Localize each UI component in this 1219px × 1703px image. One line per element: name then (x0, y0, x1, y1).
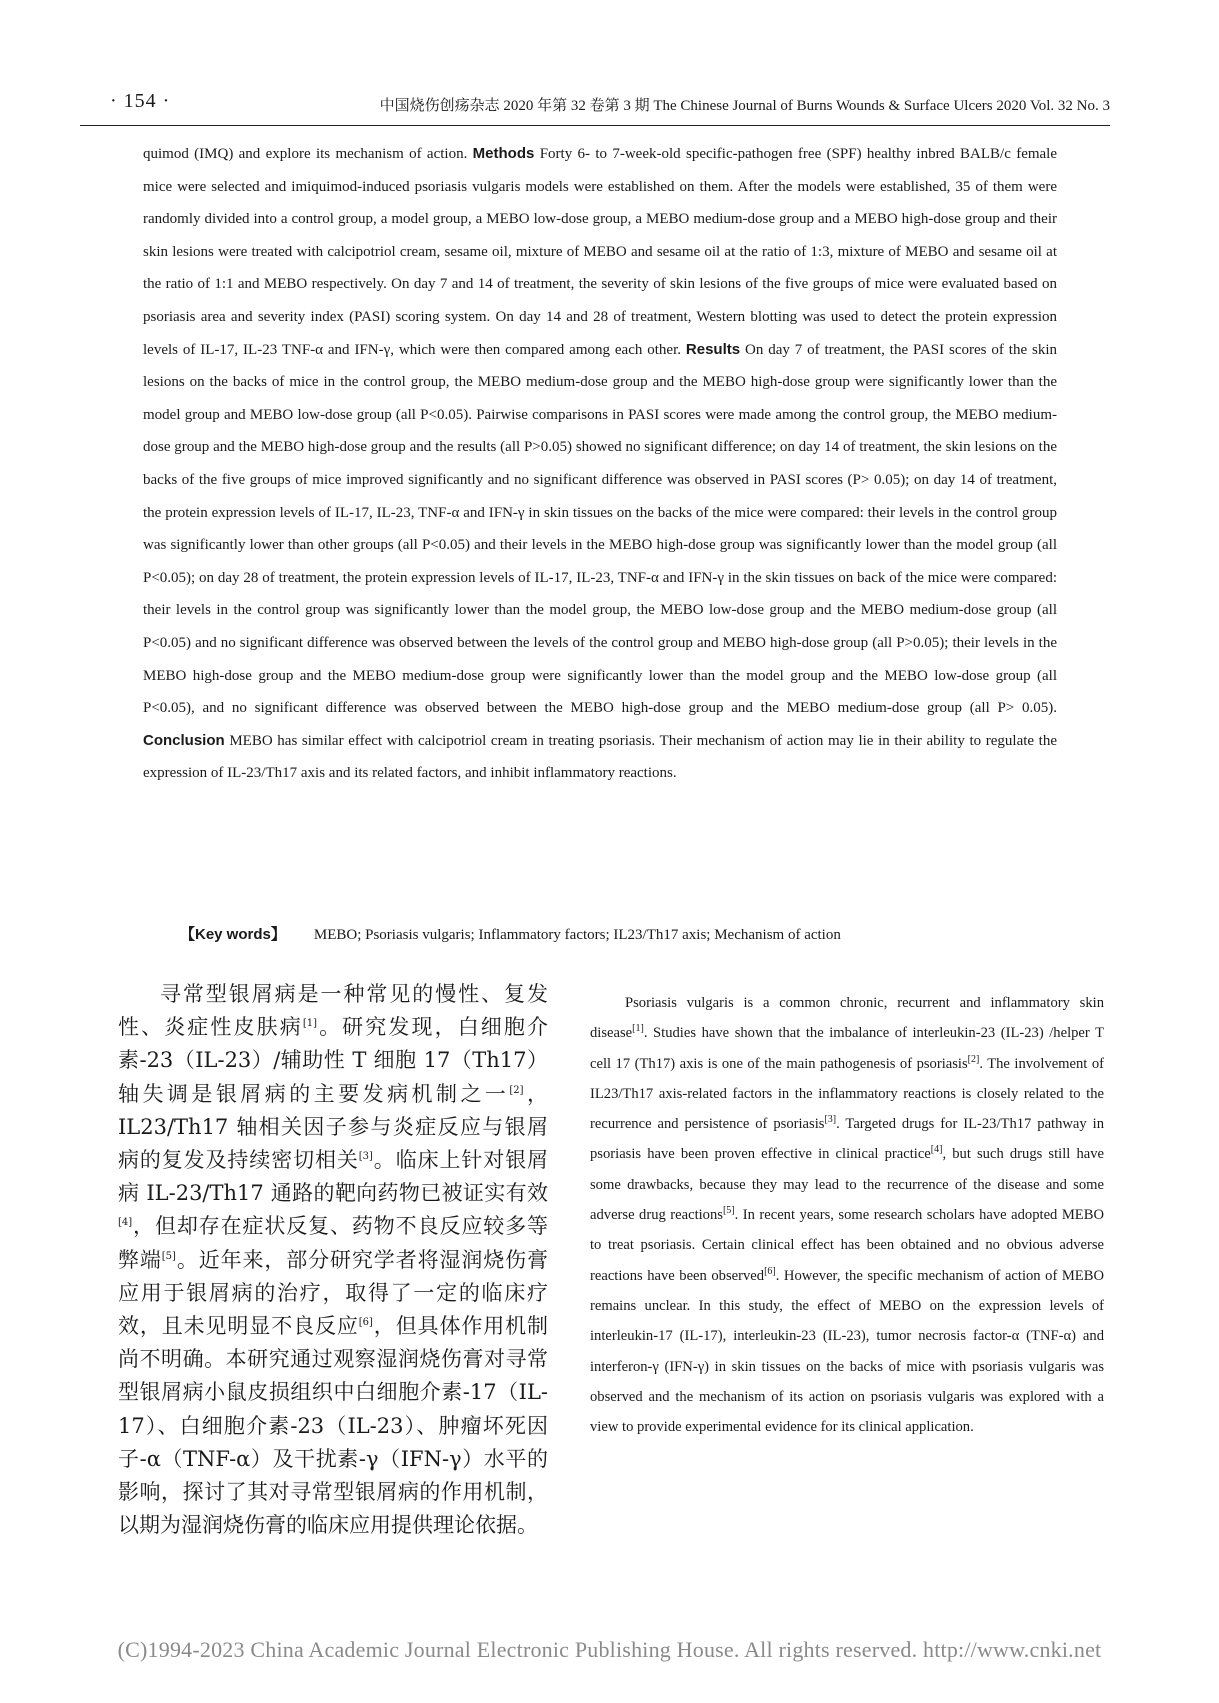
text-run: ，但却存在症状反复、药物不良反应较多等弊端 (118, 1214, 548, 1272)
page-number: · 154 · (110, 90, 171, 112)
chinese-paragraph (118, 978, 548, 1542)
text-run: . However, the specific mechanism of action of MEBO remains unclear. In this study, the effect of MEBO on the expression levels of interleukin-17 (IL-17), interleukin-23 (IL-23), tumor necrosis factor-α (TNF-α) and interferon-γ (IFN-γ) in skin tissues on the backs of mice with psoriasis vulgaris was observed and the mechanism of its action on psoriasis vulgaris was explored with a view to provide experimental evidence for its clinical application. (590, 1267, 1104, 1436)
citation-ref: [4] (930, 1144, 943, 1156)
english-abstract (143, 138, 1057, 790)
text-run: 。近年来，部分研究学者将湿润烧伤膏应用于银屑病的治疗，取得了一定的临床疗效，且未见明显不良反应 (118, 1247, 549, 1339)
results-text: On day 7 of treatment, the PASI scores of the skin lesions on the backs of mice in the control group, the MEBO medium-dose group and the MEBO high-dose group were significantly lower than the model group and MEBO low-dose group (all P<0.05). Pairwise comparisons in PASI scores were made among the control group, the MEBO medium-dose group and the MEBO high-dose group and the results (all P>0.05) showed no significant difference; on day 14 of treatment, the skin lesions on the backs of the five groups of mice improved significantly and no significant difference was observed in PASI scores (P> 0.05); on day 14 of treatment, the protein expression levels of IL-17, IL-23, TNF-α and IFN-γ in skin tissues on the backs of the mice were compared: their levels in the control group was significantly lower than other groups (all P<0.05) and their levels in the MEBO high-dose group was significantly lower than the model group (all P<0.05); on day 28 of treatment, the protein expression levels of IL-17, IL-23, TNF-α and IFN-γ in the skin tissues on back of the mice were compared: their levels in the control group was significantly lower than the model group, the MEBO low-dose group and the MEBO medium-dose group (all P<0.05) and no significant difference was observed between the levels of the control group and MEBO high-dose group (all P>0.05); their levels in the MEBO high-dose group and the MEBO medium-dose group were significantly lower than the model group and the MEBO low-dose group (all P<0.05), and no significant difference was observed between the MEBO high-dose group and the MEBO medium-dose group (all P> 0.05). (143, 341, 1058, 717)
citation-ref: [5] (161, 1250, 176, 1262)
keywords-label: 【Key words】 (180, 926, 286, 943)
text-run: Psoriasis vulgaris is a common chronic, recurrent and inflammatory skin disease (590, 995, 1104, 1042)
citation-ref: [2] (509, 1084, 524, 1096)
keywords (180, 923, 1060, 944)
conclusion-label: Conclusion (143, 731, 225, 749)
english-introduction (590, 988, 1104, 1442)
english-paragraph (590, 988, 1104, 1442)
abstract-intro: quimod (IMQ) and explore its mechanism of action. (143, 146, 468, 162)
text-run: 。临床上针对银屑病 IL-23/Th17 通路的靶向药物已被证实有效 (118, 1148, 549, 1206)
chinese-introduction (118, 978, 548, 1542)
text-run: . In recent years, some research scholars have adopted MEBO to treat psoriasis. Certain clinical effect has been obtained and no obvious adverse reactions have been observed (590, 1207, 1104, 1284)
text-run: . Studies have shown that the imbalance of interleukin-23 (IL-23) /helper T cell 17 (Th17) axis is one of the main pathogenesis of psoriasis (590, 1025, 1104, 1072)
text-run: ，但具体作用机制尚不明确。本研究通过观察湿润烧伤膏对寻常型银屑病小鼠皮损组织中白细胞介素-17（IL-17）、白细胞介素-23（IL-23）、肿瘤坏死因子-α（TNF-α）及干扰素-γ（IFN-γ）水平的影响，探讨了其对寻常型银屑病的作用机制，以期为湿润烧伤膏的临床应用提供理论依据。 (118, 1314, 549, 1538)
running-header (80, 86, 1110, 120)
text-run: 寻常型银屑病是一种常见的慢性、复发性、炎症性皮肤病 (118, 982, 548, 1040)
journal-title: 中国烧伤创疡杂志 2020 年第 32 卷第 3 期 The Chinese Journal of Burns Wounds & Surface Ulcers 2020 Vol. 32 No. 3 (379, 98, 1110, 114)
results-label: Results (685, 340, 741, 358)
text-run: ，IL23/Th17 轴相关因子参与炎症反应与银屑病的复发及持续密切相关 (118, 1081, 549, 1173)
conclusion-text: MEBO has similar effect with calcipotriol cream in treating psoriasis. Their mechanism of action may lie in their ability to regulate the expression of IL-23/Th17 axis and its related factors, and inhibit inflammatory reactions. (143, 732, 1058, 782)
text-run: . The involvement of IL23/Th17 axis-related factors in the inflammatory reactions is closely related to the recurrence and persistence of psoriasis (590, 1055, 1104, 1133)
citation-ref: [6] (358, 1317, 373, 1329)
citation-ref: [1] (632, 1023, 644, 1035)
citation-ref: [1] (302, 1018, 317, 1030)
citation-ref: [2] (967, 1053, 980, 1065)
abstract-paragraph (143, 138, 1057, 790)
text-run: . Targeted drugs for IL-23/Th17 pathway in psoriasis have been proven effective in clinical practice (590, 1116, 1104, 1163)
text-run: 。研究发现，白细胞介素-23（IL-23）/辅助性 T 细胞 17（Th17）轴失调是银屑病的主要发病机制之一 (118, 1015, 548, 1106)
citation-ref: [5] (722, 1205, 735, 1217)
methods-text: Forty 6- to 7-week-old specific-pathogen free (SPF) healthy inbred BALB/c female mice were selected and imiquimod-induced psoriasis vulgaris models were established on them. After the models were established, 35 of them were randomly divided into a control group, a model group, a MEBO low-dose group, a MEBO medium-dose group and a MEBO high-dose group and their skin lesions were treated with calcipotriol cream, sesame oil, mixture of MEBO and sesame oil at the ratio of 1:3, mixture of MEBO and sesame oil at the ratio of 1:1 and MEBO respectively. On day 7 and 14 of treatment, the severity of skin lesions of the five groups of mice were evaluated based on psoriasis area and severity index (PASI) scoring system. On day 14 and 28 of treatment, Western blotting was used to detect the protein expression levels of IL-17, IL-23 TNF-α and IFN-γ, which were then compared among each other. (143, 146, 1058, 358)
text-run: , but such drugs still have some drawbacks, because they may lead to the recurrence of the disease and some adverse drug reactions (590, 1146, 1104, 1224)
citation-ref: [6] (764, 1265, 776, 1277)
keywords-text: MEBO; Psoriasis vulgaris; Inflammatory factors; IL23/Th17 axis; Mechanism of action (313, 927, 841, 943)
header-rule (80, 125, 1110, 126)
citation-ref: [3] (358, 1151, 373, 1163)
methods-label: Methods (472, 145, 535, 162)
citation-ref: [3] (824, 1114, 837, 1126)
citation-ref: [4] (118, 1217, 133, 1229)
copyright-footer: (C)1994-2023 China Academic Journal Electronic Publishing House. All rights reserved. http://www.cnki.net (117, 1637, 1102, 1662)
